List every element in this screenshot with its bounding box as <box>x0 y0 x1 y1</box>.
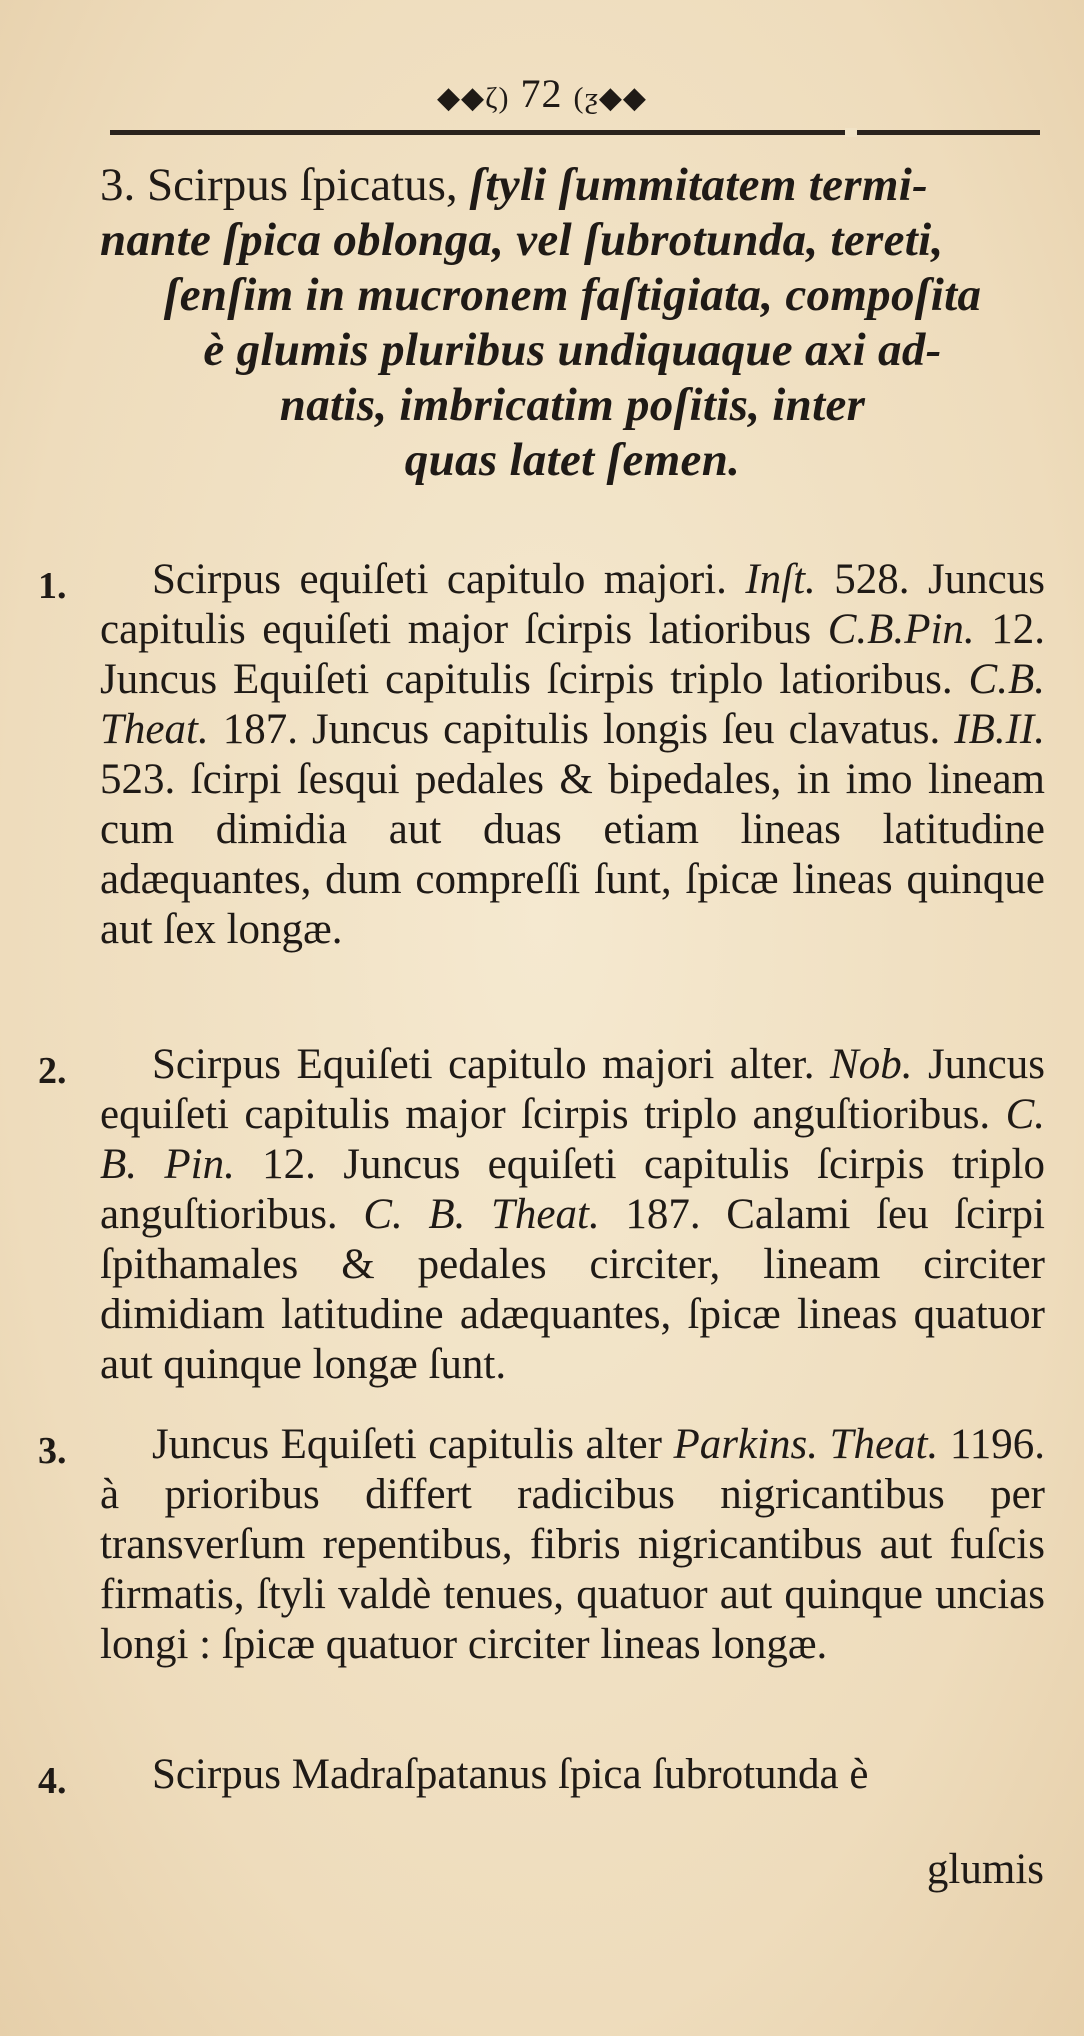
running-head <box>0 70 1084 117</box>
entry-text <box>100 1420 1045 1670</box>
genus-line-1 <box>100 158 1045 213</box>
entry-text <box>100 1750 1045 1800</box>
text-run: 12. Juncus equiſeti capitulis ſcirpis triplo anguſtioribus. <box>100 1141 1045 1238</box>
genus-line-4: è glumis pluribus undiquaque axi ad- <box>203 324 942 376</box>
citation: C.B.Pin. <box>827 606 975 653</box>
text-run: 12. Juncus Equiſeti capitulis ſcirpis triplo latioribus. <box>100 606 1045 703</box>
citation: C. B. Theat. <box>363 1191 600 1238</box>
rule-gap <box>845 128 857 137</box>
genus-line-6: quas latet ſemen. <box>404 434 741 486</box>
genus-desc-1: ſtyli ſummitatem termi- <box>469 159 929 211</box>
citation: Nob. <box>830 1041 913 1088</box>
text-run: 528. Juncus capitulis equiſeti major ſcirpis latioribus <box>100 556 1046 653</box>
entry-text <box>100 555 1045 955</box>
species-entry-3 <box>38 1420 1045 1670</box>
entry-marker: 3. <box>38 1430 67 1472</box>
text-run: 187. Calami ſeu ſcirpi ſpithamales & pedales circiter, lineam circiter dimidiam latitudine adæquantes, ſpicæ lineas quatuor aut quinque longæ ſunt. <box>100 1191 1045 1388</box>
genus-heading <box>100 158 1045 488</box>
page-number: 72 <box>520 71 563 116</box>
text-run: 1196. à prioribus differt radicibus nigricantibus per transverſum repentibus, fibris nigricantibus aut fuſcis firmatis, ſtyli valdè tenues, quatuor aut quinque uncias longi : ſpicæ quatuor circiter lineas longæ. <box>100 1421 1045 1668</box>
genus-name: Scirpus ſpicatus, <box>147 159 458 211</box>
text-run: Juncus Equiſeti capitulis alter <box>152 1421 674 1468</box>
catchword: glumis <box>926 1846 1044 1893</box>
entry-marker: 1. <box>38 565 67 607</box>
text-run: 187. Juncus capitulis longis ſeu clavatus. <box>208 706 955 753</box>
text-run: 523. ſcirpi ſesqui pedales & bipedales, in imo lineam cum dimidia aut duas etiam lineas latitudine adæquantes, dum compreſſi ſunt, ſpicæ lineas quinque aut ſex longæ. <box>100 756 1045 953</box>
text-run: Juncus equiſeti capitulis major ſcirpis triplo anguſtioribus. <box>100 1041 1045 1138</box>
genus-line-2: nante ſpica oblonga, vel ſubrotunda, tereti, <box>100 214 944 266</box>
header-rule <box>110 130 1040 135</box>
citation: C. B. Pin. <box>100 1091 1045 1188</box>
citation: Inſt. <box>745 556 816 603</box>
genus-number: 3. <box>100 159 136 211</box>
species-entry-1 <box>38 555 1046 955</box>
entry-text <box>100 1040 1045 1390</box>
genus-line-3: ſenſim in mucronem faſtigiata, compoſita <box>163 269 982 321</box>
citation: Parkins. Theat. <box>673 1421 939 1468</box>
text-run: Scirpus equiſeti capitulo majori. <box>152 556 746 603</box>
entry-marker: 2. <box>38 1050 67 1092</box>
citation: IB.II. <box>954 706 1045 753</box>
species-entry-4 <box>38 1750 1045 1802</box>
right-ornament: (ƺ◆◆ <box>573 81 647 115</box>
genus-line-5: natis, imbricatim poſitis, inter <box>279 379 866 431</box>
text-run: Scirpus Equiſeti capitulo majori alter. <box>152 1041 831 1088</box>
entry-marker: 4. <box>38 1760 67 1802</box>
citation: C.B. Theat. <box>100 656 1045 753</box>
species-entry-2 <box>38 1040 1045 1390</box>
text-run: Scirpus Madraſpatanus ſpica ſubrotunda è <box>152 1751 869 1798</box>
left-ornament: ◆◆ζ) <box>436 81 510 115</box>
